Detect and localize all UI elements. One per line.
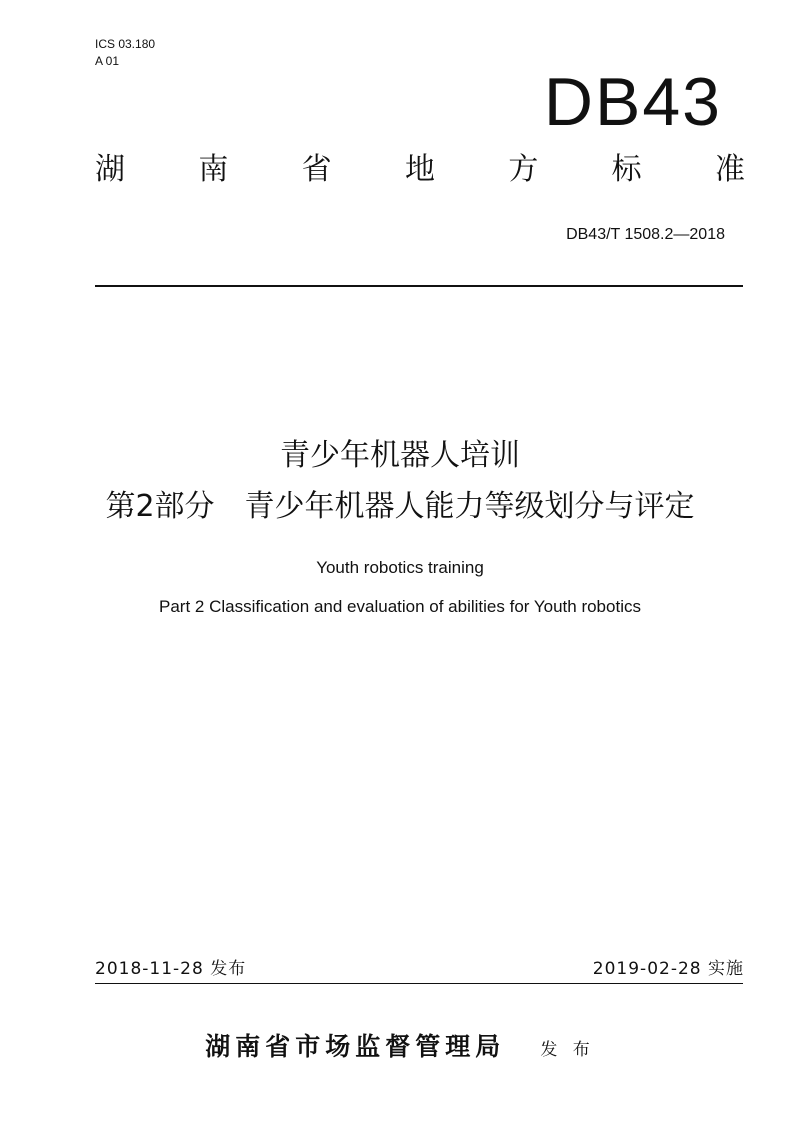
local-standard-char: 地 [404,152,435,187]
local-standard-char: 方 [508,152,539,187]
publish-date: 2018-11-28 发布 [95,959,247,979]
top-divider [95,285,743,287]
local-standard-char: 准 [714,152,745,187]
bottom-divider [95,983,743,984]
issuer-line [0,1030,800,1067]
local-standard-char: 南 [198,152,229,187]
title-en-part: Part 2 Classification and evaluation of abilities for Youth robotics [159,597,641,616]
implement-date: 2019-02-28 实施 [592,959,744,979]
ics-code: ICS 03.180 [95,37,156,51]
standard-number: DB43/T 1508.2—2018 [566,226,725,243]
title-cn-part: 第2部分 青少年机器人能力等级划分与评定 [105,489,695,524]
classification-code: A 01 [95,54,120,68]
title-en-main: Youth robotics training [316,558,484,577]
local-standard-char: 标 [611,152,642,187]
local-standard-heading [95,148,745,192]
local-standard-char: 省 [301,152,332,187]
issuer-name: 湖南省市场监督管理局 [205,1032,506,1061]
ics-block [95,36,155,70]
local-standard-char: 湖 [95,152,125,187]
db-code: DB43 [543,64,722,140]
title-cn-main: 青少年机器人培训 [280,438,520,473]
issue-label: 发 布 [540,1040,595,1060]
